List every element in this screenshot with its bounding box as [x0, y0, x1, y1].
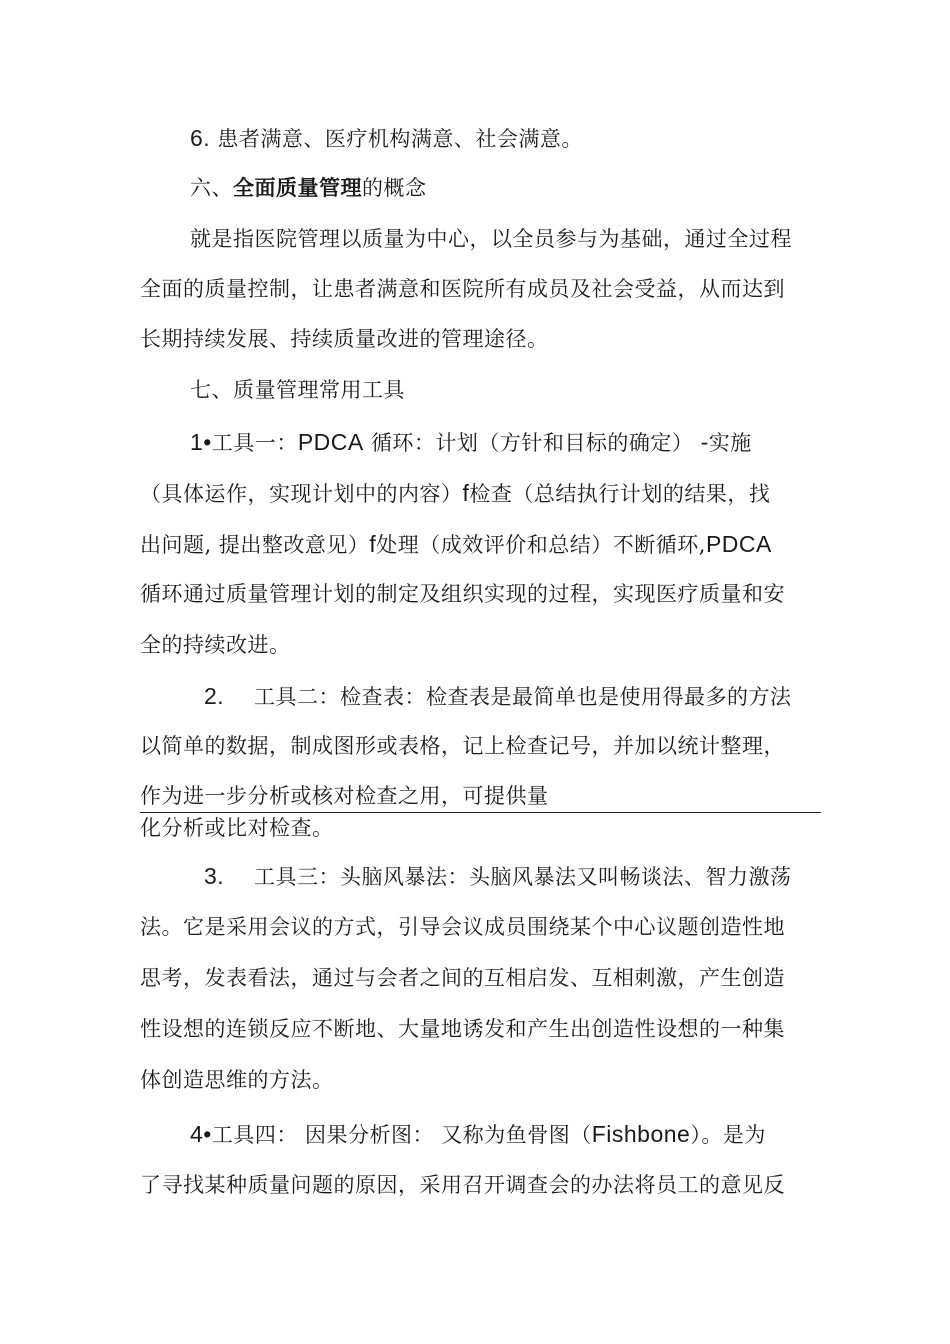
section-6-suffix: 的概念: [362, 176, 427, 200]
tool-2-line-3: 作为进一步分析或核对检查之用，可提供量: [140, 784, 549, 808]
item-6-text: 患者满意、医疗机构满意、社会满意。: [217, 127, 583, 151]
tool-4-text-b: ）。是为: [690, 1123, 766, 1147]
section-6-heading: [190, 174, 880, 202]
tool-1-l3-arrow: f: [369, 531, 377, 557]
tool-1-line-5: 全的持续改进。: [140, 633, 291, 657]
section-6-body-line-1: 就是指医院管理以质量为中心，以全员参与为基础，通过全过程: [190, 227, 792, 251]
tool-4-line-2: 了寻找某种质量问题的原因，采用召开调查会的办法将员工的意见反: [140, 1173, 785, 1197]
tool-2-text: 工具二：检查表：检查表是最简单也是使用得最多的方法: [254, 685, 792, 709]
tool-3-line-3: 思考，发表看法，通过与会者之间的互相启发、互相刺激，产生创造: [140, 966, 785, 990]
tool-3-line-4: 性设想的连锁反应不断地、大量地诱发和产生出创造性设想的一种集: [140, 1017, 785, 1041]
tool-3-text: 工具三：头脑风暴法：头脑风暴法又叫畅谈法、智力激荡: [254, 865, 792, 889]
tool-1-line-1: [190, 428, 880, 457]
tool-1-dash: -: [700, 429, 709, 455]
tool-4-line-1: [190, 1120, 880, 1149]
tool-3-line-5: 体创造思维的方法。: [140, 1068, 334, 1092]
tool-1-l2-text-a: （具体运作，实现计划中的内容）: [140, 482, 463, 506]
tool-2-line-1: [204, 682, 894, 711]
section-6-bold-term: 全面质量管理: [233, 175, 362, 200]
tool-4-fishbone: Fishbone: [591, 1121, 691, 1147]
tool-4-term: 因果分析图：: [305, 1123, 435, 1147]
section-6-prefix: 六、: [190, 176, 233, 200]
tool-3-line-1: [204, 862, 894, 891]
tool-2-line-2: 以简单的数据，制成图形或表格，记上检查记号，并加以统计整理，: [140, 734, 785, 758]
section-6-body-line-3: 长期持续发展、持续质量改进的管理途径。: [140, 327, 549, 351]
tool-3-number: 3.: [204, 863, 225, 889]
horizontal-rule: [140, 812, 821, 813]
tool-4-label: 工具四：: [211, 1123, 298, 1147]
item-6-line: [190, 124, 880, 153]
tool-1-l3-pdca: PDCA: [705, 531, 772, 557]
tool-1-line-4: 循环通过质量管理计划的制定及组织实现的过程，实现医疗质量和安: [140, 582, 785, 606]
tool-1-l3-text-b: 处理（成效评价和总结）不断循环,: [376, 533, 706, 557]
item-6-number: 6.: [190, 125, 211, 151]
tool-1-l2-text-b: 检查（总结执行计划的结果，找: [469, 482, 771, 506]
tool-1-pdca: PDCA: [297, 429, 364, 455]
section-6-body-line-2: 全面的质量控制，让患者满意和医院所有成员及社会受益，从而达到: [140, 277, 785, 301]
tool-1-text-a: 循环：计划（方针和目标的确定）: [370, 431, 694, 455]
tool-1-l2-arrow: f: [462, 480, 470, 506]
tool-1-line-3: [140, 530, 830, 559]
section-7-heading: 七、质量管理常用工具: [190, 378, 405, 402]
tool-1-l3-text-a: 出问题, 提出整改意见）: [140, 533, 370, 557]
tool-1-number: 1•: [190, 429, 212, 455]
tool-2-number: 2.: [204, 683, 225, 709]
tool-2-line-4: 化分析或比对检查。: [140, 816, 334, 840]
tool-3-line-2: 法。它是采用会议的方式，引导会议成员围绕某个中心议题创造性地: [140, 915, 785, 939]
tool-4-number: 4•: [190, 1121, 212, 1147]
tool-1-text-b: 实施: [708, 431, 752, 455]
tool-4-text-a: 又称为鱼骨图（: [441, 1123, 592, 1147]
tool-1-line-2: [140, 479, 830, 508]
tool-1-label: 工具一：: [211, 431, 298, 455]
